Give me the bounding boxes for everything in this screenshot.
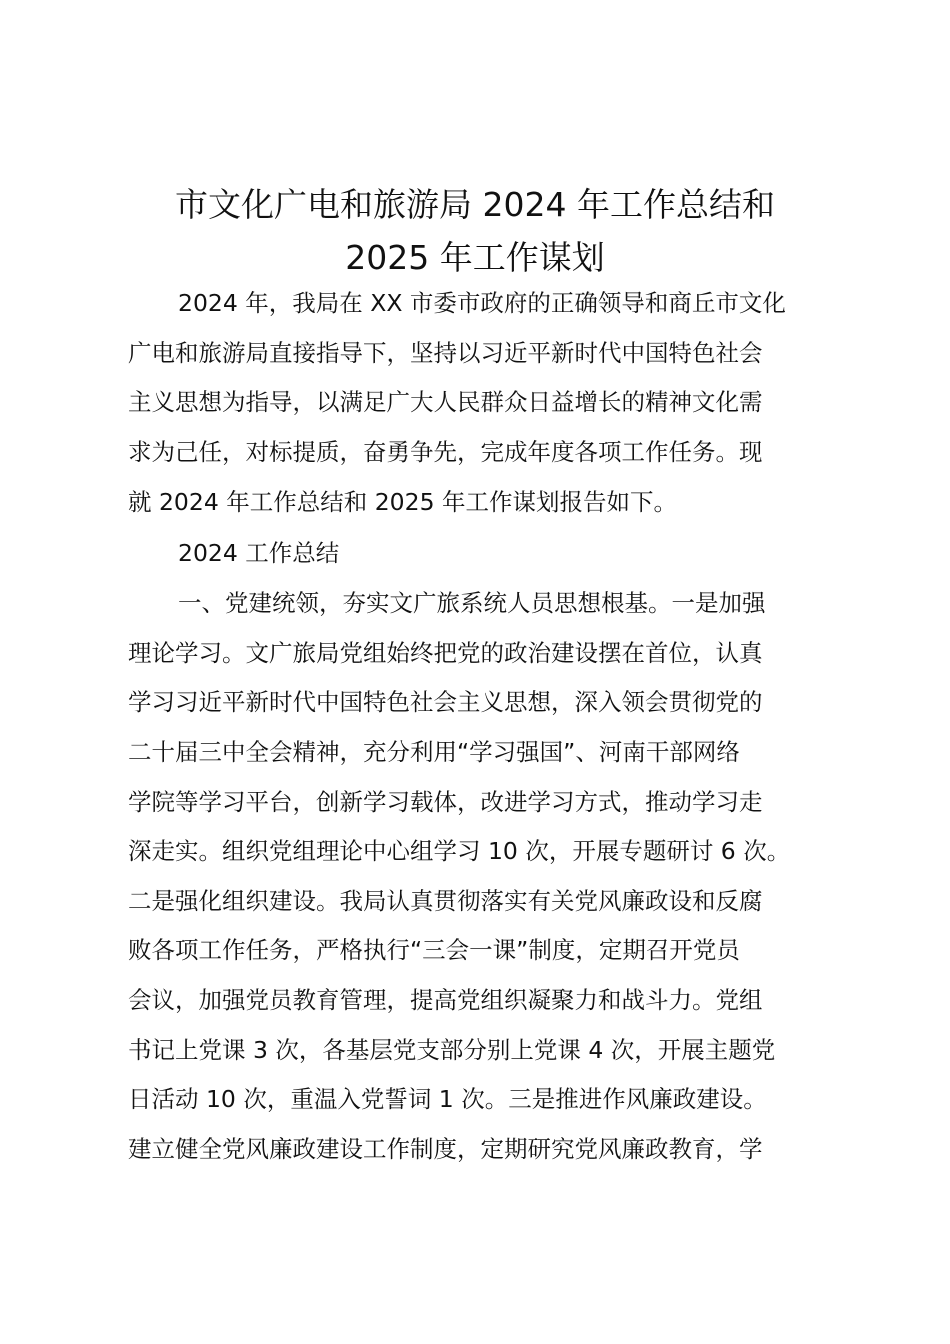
paragraph-line: 建立健全党风廉政建设工作制度，定期研究党风廉政教育，学 (128, 1135, 763, 1163)
paragraph-line: 日活动 10 次，重温入党誓词 1 次。三是推进作风廉政建设。 (128, 1085, 767, 1113)
paragraph-line: 2024 年，我局在 XX 市委市政府的正确领导和商丘市文化 (178, 289, 786, 317)
paragraph-line: 学院等学习平台，创新学习载体，改进学习方式，推动学习走 (128, 788, 763, 816)
paragraph-line: 理论学习。文广旅局党组始终把党的政治建设摆在首位，认真 (128, 639, 763, 667)
paragraph-line: 主义思想为指导，以满足广大人民群众日益增长的精神文化需 (128, 388, 763, 416)
paragraph-line: 学习习近平新时代中国特色社会主义思想，深入领会贯彻党的 (128, 688, 763, 716)
paragraph-line: 二十届三中全会精神，充分利用“学习强国”、河南干部网络 (128, 738, 740, 766)
paragraph-line: 会议，加强党员教育管理，提高党组织凝聚力和战斗力。党组 (128, 986, 763, 1014)
paragraph-line: 广电和旅游局直接指导下，坚持以习近平新时代中国特色社会 (128, 339, 763, 367)
paragraph-line: 就 2024 年工作总结和 2025 年工作谋划报告如下。 (128, 488, 677, 516)
paragraph-line: 求为己任，对标提质，奋勇争先，完成年度各项工作任务。现 (128, 438, 763, 466)
document-title-line-1: 市文化广电和旅游局 2024 年工作总结和 (175, 185, 775, 224)
section-heading: 2024 工作总结 (178, 539, 340, 567)
document-title-line-2: 2025 年工作谋划 (345, 238, 605, 277)
paragraph-line: 深走实。组织党组理论中心组学习 10 次，开展专题研讨 6 次。 (128, 837, 791, 865)
paragraph-line: 书记上党课 3 次，各基层党支部分别上党课 4 次，开展主题党 (128, 1036, 776, 1064)
paragraph-line: 败各项工作任务，严格执行“三会一课”制度，定期召开党员 (128, 936, 740, 964)
paragraph-line: 二是强化组织建设。我局认真贯彻落实有关党风廉政设和反腐 (128, 887, 763, 915)
paragraph-line: 一、党建统领，夯实文广旅系统人员思想根基。一是加强 (178, 589, 766, 617)
